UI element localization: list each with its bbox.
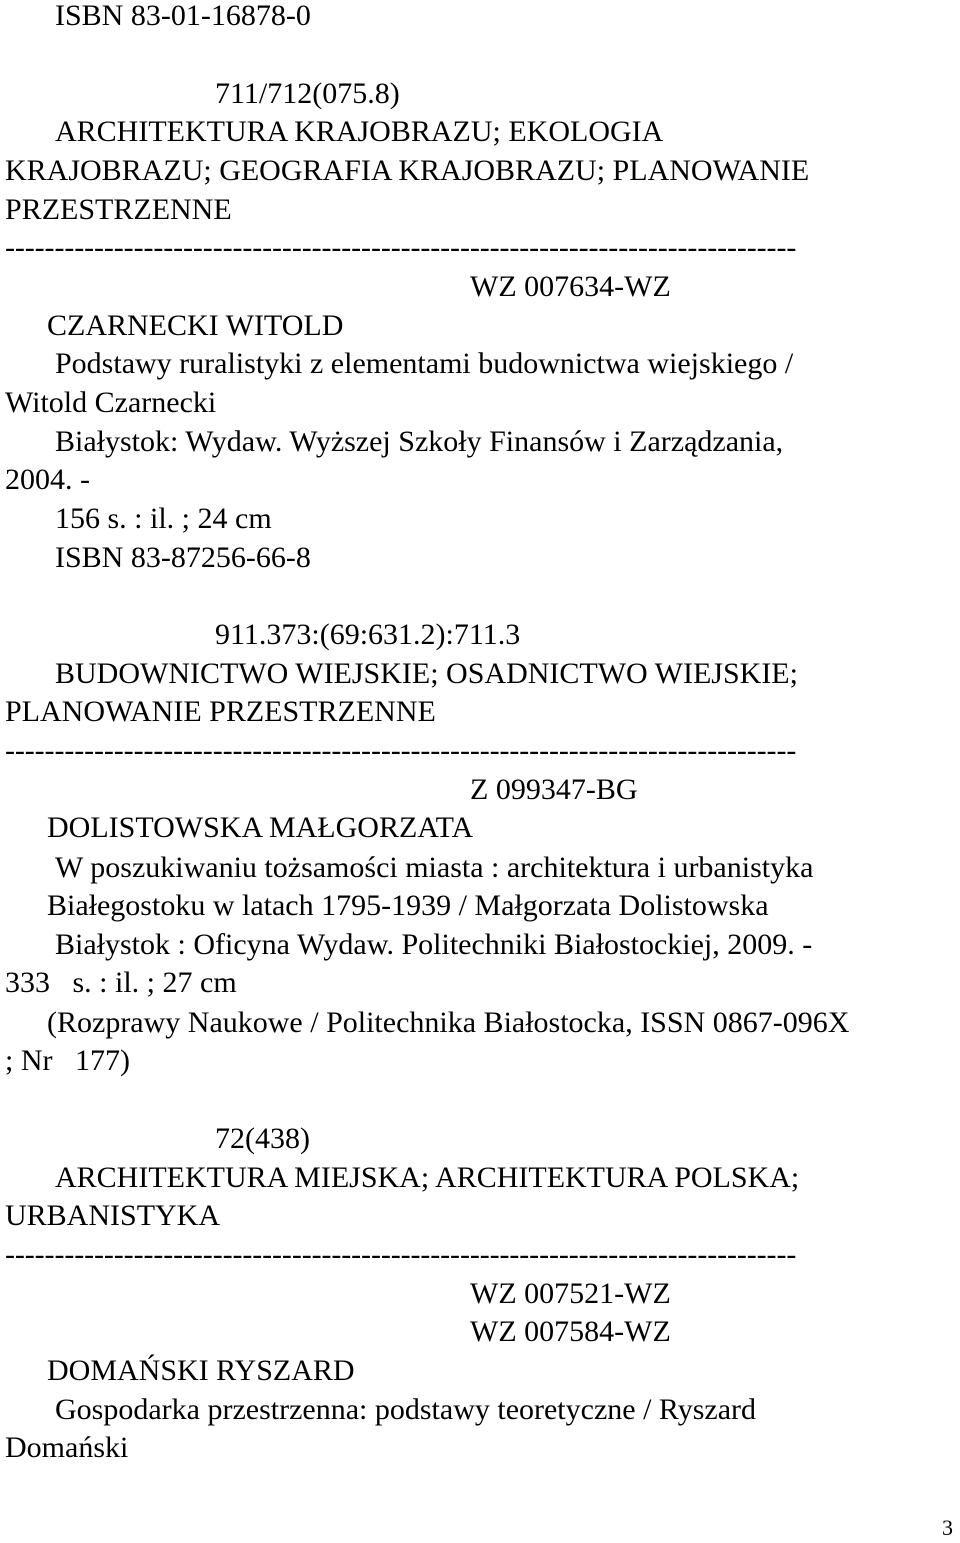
classification: 72(438)	[215, 1122, 310, 1155]
subject-line: ARCHITEKTURA MIEJSKA; ARCHITEKTURA POLSKA;	[55, 1161, 800, 1194]
physical-description: 156 s. : il. ; 24 cm	[55, 502, 272, 535]
separator: --------------------------------------------------------------------------------	[5, 734, 797, 767]
subject-line: PRZESTRZENNE	[5, 193, 232, 226]
isbn-line: ISBN 83-87256-66-8	[55, 541, 311, 574]
title-line: W poszukiwaniu tożsamości miasta : architektura i urbanistyka	[55, 851, 814, 884]
title-line: Gospodarka przestrzenna: podstawy teoretyczne / Ryszard	[55, 1393, 757, 1426]
title-line: Białegostoku w latach 1795-1939 / Małgorzata Dolistowska	[47, 889, 769, 922]
classification: 911.373:(69:631.2):711.3	[215, 618, 521, 651]
publication-line: Białystok: Wydaw. Wyższej Szkoły Finansów i Zarządzania,	[55, 425, 784, 458]
series-line: ; Nr 177)	[5, 1044, 130, 1077]
signature: WZ 007634-WZ	[470, 270, 671, 303]
author: DOMAŃSKI RYSZARD	[47, 1354, 355, 1387]
title-line: Witold Czarnecki	[5, 386, 217, 419]
separator: --------------------------------------------------------------------------------	[5, 231, 797, 264]
author: CZARNECKI WITOLD	[47, 309, 344, 342]
signature: WZ 007584-WZ	[470, 1315, 671, 1348]
title-line: Podstawy ruralistyki z elementami budownictwa wiejskiego /	[55, 347, 794, 380]
publication-line: 2004. -	[5, 463, 90, 496]
subject-line: BUDOWNICTWO WIEJSKIE; OSADNICTWO WIEJSKIE;	[55, 657, 798, 690]
subject-line: ARCHITEKTURA KRAJOBRAZU; EKOLOGIA	[55, 115, 664, 148]
series-line: (Rozprawy Naukowe / Politechnika Białostocka, ISSN 0867-096X	[47, 1006, 850, 1039]
isbn-line: ISBN 83-01-16878-0	[55, 0, 311, 32]
publication-line: 333 s. : il. ; 27 cm	[5, 966, 237, 999]
title-line: Domański	[5, 1431, 129, 1464]
signature: WZ 007521-WZ	[470, 1277, 671, 1310]
subject-line: URBANISTYKA	[5, 1199, 221, 1232]
author: DOLISTOWSKA MAŁGORZATA	[47, 811, 474, 844]
classification: 711/712(075.8)	[215, 77, 400, 110]
subject-line: PLANOWANIE PRZESTRZENNE	[5, 695, 436, 728]
page-number: 3	[942, 1515, 953, 1540]
separator: --------------------------------------------------------------------------------	[5, 1238, 797, 1271]
signature: Z 099347-BG	[470, 773, 638, 806]
subject-line: KRAJOBRAZU; GEOGRAFIA KRAJOBRAZU; PLANOWANIE	[5, 154, 810, 187]
publication-line: Białystok : Oficyna Wydaw. Politechniki Białostockiej, 2009. -	[55, 928, 813, 961]
